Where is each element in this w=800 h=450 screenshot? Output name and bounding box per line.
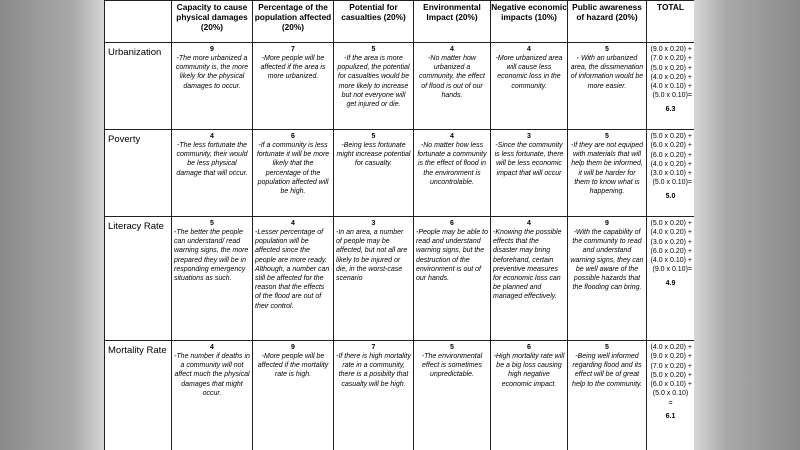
cell-score: 4 xyxy=(210,344,214,351)
total-line: (4.0 x 0.20) + xyxy=(650,229,692,237)
table-cell xyxy=(334,43,414,130)
background-left xyxy=(0,0,104,450)
total-cell xyxy=(647,43,695,130)
cell-score: 4 xyxy=(527,220,531,227)
row-label-poverty: Poverty xyxy=(105,130,172,217)
total-line: (5.0 x 0.10) xyxy=(652,390,689,398)
cell-text: -With the capability of the community to read and understand warning signs, they can be well aware of the possible hazards that the flooding can bring. xyxy=(570,229,644,292)
header-corner xyxy=(105,1,172,43)
table-cell xyxy=(253,130,334,217)
cell-score: 7 xyxy=(371,344,376,351)
cell-score: 5 xyxy=(605,344,609,351)
cell-score: 5 xyxy=(605,46,609,53)
cell-text: -If they are not equiped with materials that will help them be informed, it will be harder for them to know what is happening. xyxy=(571,142,643,196)
cell-score: 4 xyxy=(291,220,295,227)
table-row xyxy=(105,43,695,130)
total-cell xyxy=(647,130,695,217)
total-line: (6.0 x 0.10) + xyxy=(650,381,692,389)
total-line: (6.0 x 0.20) + xyxy=(650,247,692,255)
cell-text: -If there is high mortality rate in a community, there is a posibilty that casualty will be high. xyxy=(336,353,411,388)
total-line: (4.0 x 0.10) + xyxy=(650,83,692,91)
cell-text: -The less fortunate the community, their would be less physical damage that will occur. xyxy=(176,142,248,177)
cell-score: 3 xyxy=(527,133,531,140)
total-line: (5.0 x 0.20) + xyxy=(650,64,692,72)
cell-text: -No matter how less fortunate a community is the effect of flood in the environment is uncontrolable. xyxy=(417,142,487,186)
cell-text: -More people will be affected if the mortality rate is high. xyxy=(257,353,329,379)
cell-text: -Lesser percentage of population will be affected since the people are more ready. Although, a number can still be affected for the reason that the effects of the flood are out of their control. xyxy=(255,229,330,310)
table-cell xyxy=(253,43,334,130)
cell-text: -Being well informed regarding flood and its effect will be of great help to the community. xyxy=(572,353,642,388)
header-casualties: Potential for casualties (20%) xyxy=(334,1,414,43)
cell-score: 9 xyxy=(210,46,214,53)
cell-score: 4 xyxy=(527,46,531,53)
cell-score: 4 xyxy=(450,46,454,53)
cell-score: 5 xyxy=(371,46,376,53)
total-line: (5.0 x 0.20) + xyxy=(650,133,692,140)
cell-score: 5 xyxy=(210,220,214,227)
total-line: (5.0 x 0.10)= xyxy=(652,92,692,100)
total-line: (4.0 x 0.20) + xyxy=(650,160,692,168)
background-right xyxy=(694,0,800,450)
header-population-affected: Percentage of the population affected (20%) xyxy=(253,1,334,43)
cell-score: 5 xyxy=(450,344,454,351)
cell-score: 9 xyxy=(605,220,609,227)
table-cell xyxy=(334,130,414,217)
table-row xyxy=(105,217,695,341)
cell-text: -In an area, a number of people may be affected, but not all are likely to be injured or die, in the worst-case scenario xyxy=(336,229,408,283)
cell-text: -Knowing the possible effects that the disaster may bring beforehand, certain preventive measures for economic loss can be planned and managed effectively. xyxy=(493,229,562,301)
table-cell xyxy=(253,217,334,341)
table-cell xyxy=(568,43,647,130)
total-line: (9.0 x 0.20) + xyxy=(650,46,692,53)
cell-score: 3 xyxy=(371,220,376,227)
header-total: TOTAL xyxy=(647,1,695,43)
header-economic-impacts: Negative economic impacts (10%) xyxy=(491,1,568,43)
table-cell xyxy=(172,43,253,130)
cell-text: -If a community is less fortunate it will be more likely that the percentage of the population affected will be high. xyxy=(256,142,330,196)
total-line: (9.0 x 0.20) + xyxy=(650,353,692,361)
total-line: (4.0 x 0.10) + xyxy=(650,257,692,265)
cell-text: -No matter how urbanized a community, the effect of flood is out of our hands. xyxy=(418,55,485,99)
header-physical-damages: Capacity to cause physical damages (20%) xyxy=(172,1,253,43)
cell-score: 4 xyxy=(210,133,214,140)
cell-text: -High mortality rate will be a big loss causing high negative economic impact. xyxy=(493,353,565,388)
table-cell xyxy=(172,217,253,341)
cell-score: 4 xyxy=(450,133,454,140)
table-cell xyxy=(414,43,491,130)
cell-score: 6 xyxy=(291,133,295,140)
table-cell xyxy=(414,217,491,341)
total-cell xyxy=(647,217,695,341)
table-cell xyxy=(253,341,334,450)
table-cell xyxy=(491,43,568,130)
table-cell xyxy=(172,341,253,450)
total-line: (7.0 x 0.20) + xyxy=(650,362,692,370)
table-cell xyxy=(334,217,414,341)
table-cell xyxy=(172,130,253,217)
total-line: (9.0 x 0.10)= xyxy=(652,266,692,274)
cell-score: 5 xyxy=(605,133,609,140)
table-cell xyxy=(568,341,647,450)
cell-text: -The number if deaths in a community will not affect much the physical damages that might occur. xyxy=(174,353,250,397)
header-environmental-impact: Environmental Impact (20%) xyxy=(414,1,491,43)
row-label-urbanization: Urbanization xyxy=(105,43,172,130)
table-cell xyxy=(491,130,568,217)
cell-score: 6 xyxy=(527,344,531,351)
total-line: = xyxy=(668,399,673,407)
total-line: (5.0 x 0.20) + xyxy=(650,220,692,227)
table-cell xyxy=(414,130,491,217)
total-line: (6.0 x 0.20) + xyxy=(650,151,692,159)
cell-score: 7 xyxy=(291,46,295,53)
cell-text: -The better the people can understand/ read warning signs, the more prepared they will be in responding emergency situations as such. xyxy=(174,229,249,283)
table-cell xyxy=(491,341,568,450)
total-line: (4.0 x 0.20) + xyxy=(650,73,692,81)
total-result: 6.1 xyxy=(665,413,676,421)
table-cell xyxy=(568,130,647,217)
cell-text: -More urbanized area will cause less economic loss in the community. xyxy=(495,55,563,90)
total-line: (4.0 x 0.20) + xyxy=(650,344,692,351)
row-label-literacy-rate: Literacy Rate xyxy=(105,217,172,341)
rubric-table xyxy=(104,0,694,450)
total-line: (5.0 x 0.20) + xyxy=(650,371,692,379)
cell-text: - With an urbanized area, the dissimenation of information would be more easier. xyxy=(570,55,644,90)
table-row xyxy=(105,130,695,217)
cell-score: 6 xyxy=(450,220,454,227)
cell-text: -People may be able to read and understand warning signs, but the destruction of the environment is out of our hands. xyxy=(416,229,488,283)
table-cell xyxy=(568,217,647,341)
document-page xyxy=(104,0,694,450)
row-label-mortality-rate: Mortality Rate xyxy=(105,341,172,450)
total-line: (6.0 x 0.20) + xyxy=(650,142,692,150)
table-cell xyxy=(334,341,414,450)
header-row xyxy=(105,1,695,43)
total-cell xyxy=(647,341,695,450)
total-line: (5.0 x 0.10)= xyxy=(652,179,692,187)
total-line: (3.0 x 0.20) + xyxy=(650,238,692,246)
table-cell xyxy=(414,341,491,450)
cell-score: 9 xyxy=(291,344,295,351)
cell-text: -Being less fortunate might increase potential for casualty. xyxy=(336,142,411,168)
total-line: (7.0 x 0.20) + xyxy=(650,55,692,63)
header-public-awareness: Public awareness of hazard (20%) xyxy=(568,1,647,43)
cell-text: -Since the community is less fortunate, there will be less economic impact that will occur xyxy=(494,142,564,177)
cell-score: 5 xyxy=(371,133,376,140)
total-line: (3.0 x 0.10) + xyxy=(650,170,692,178)
total-result: 5.0 xyxy=(665,192,676,200)
cell-text: -The more urbanized a community is, the more likely for the physical damages to occur. xyxy=(175,55,249,90)
total-result: 6.3 xyxy=(665,105,676,113)
cell-text: -The environmental effect is sometimes unpredictable. xyxy=(421,353,483,379)
cell-text: -More people will be affected if the area is more urbanized. xyxy=(260,55,326,81)
cell-text: -If the area is more populized, the potential for casualties would be more likely to increase but not everyone will get injured or die. xyxy=(337,55,410,109)
table-cell xyxy=(491,217,568,341)
table-row xyxy=(105,341,695,450)
total-result: 4.9 xyxy=(665,279,676,287)
